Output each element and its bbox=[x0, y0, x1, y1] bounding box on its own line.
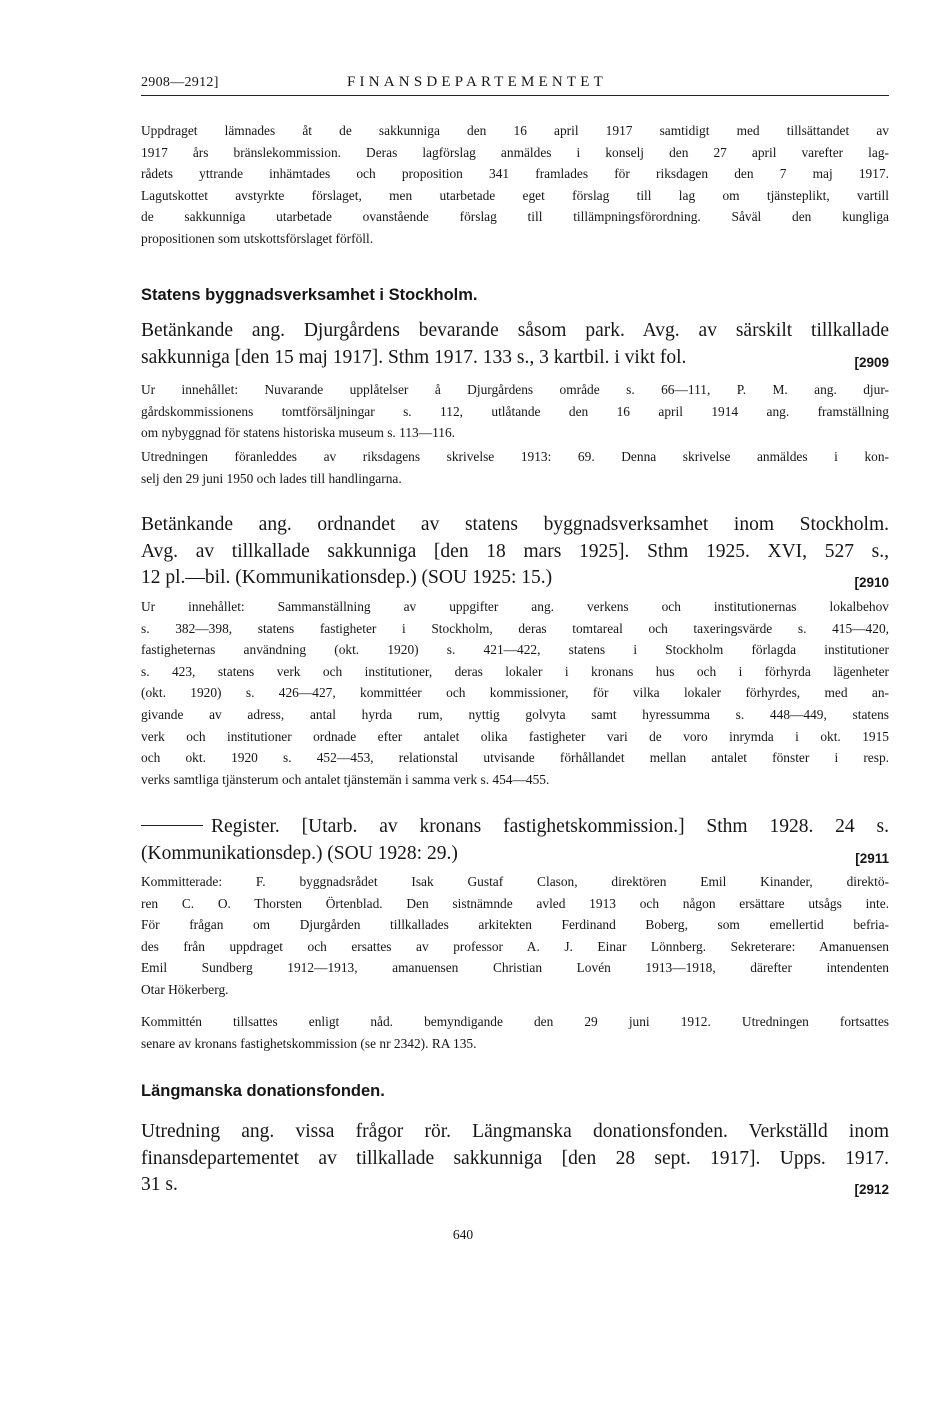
department-title: FINANSDEPARTEMENTET bbox=[347, 74, 608, 90]
entry-2909-note: Utredningen föranleddes av riksdagens skrivelse 1913: 69. Denna skrivelse anmäldes i kon- selj den 29 juni 1950 och lades till handlingarna. bbox=[141, 449, 889, 486]
repeat-dash bbox=[141, 825, 203, 826]
entry-2912-title: Utredning ang. vissa frågor rör. Längmanska donationsfonden. Verkställd inom finansdepartementet av tillkallade sakkunniga [den 28 sept. 1917]. Upps. 1917. 31 s. [2912 bbox=[141, 1119, 889, 1199]
entry-2911-title: Register. [Utarb. av kronans fastighetskommission.] Sthm 1928. 24 s. (Kommunikationsdep.) (SOU 1928: 29.) [2911 bbox=[141, 814, 889, 867]
page-number: 640 bbox=[452, 1227, 474, 1242]
entry-number: [2909 bbox=[854, 354, 889, 370]
entry-number: [2910 bbox=[854, 575, 889, 590]
entry-2911-note: Kommittén tillsattes enligt nåd. bemyndigande den 29 juni 1912. Utredningen fortsattes senare av kronans fastighetskommission (se nr 2342). RA 135. bbox=[141, 1014, 889, 1051]
entry-2911-members: Kommitterade: F. byggnadsrådet Isak Gustaf Clason, direktören Emil Kinander, direktö- ren C. O. Thorsten Örtenblad. Den sistnämnde avled 1913 och någon ersättare utsågs inte. För frågan om Djurgården tillkallades arkitekten Ferdinand Boberg, som emellertid befria- des från uppdraget och ersattes av professor A. J. Einar Lönnberg. Sekreterare: Amanuensen Emil Sundberg 1912—1913, amanuensen Christian Lovén 1913—1918, därefter intendenten Otar Hökerberg. bbox=[141, 874, 889, 997]
entry-range: 2908—2912] bbox=[141, 75, 219, 90]
entry-2909-contents: Ur innehållet: Nuvarande upplåtelser å Djurgårdens område s. 66—111, P. M. ang. djur- gårdskommissionens tomtförsäljningar s. 112, utlåtande den 16 april 1914 ang. framställning om nybyggnad för statens historiska museum s. 113—116. bbox=[141, 382, 889, 441]
section-heading: Statens byggnadsverksamhet i Stockholm. bbox=[141, 286, 478, 304]
entry-number: [2911 bbox=[855, 850, 889, 866]
intro-paragraph: Uppdraget lämnades åt de sakkunniga den 16 april 1917 samtidigt med tillsättandet av 1917 års bränslekommission. Deras lagförslag anmäldes i konselj den 27 april varefter lag- rådets yttrande inhämtades och proposition 341 framlades för riksdagen den 7 maj 1917. Lagutskottet avstyrkte förslaget, men utarbetade eget förslag till lag om tjänsteplikt, vartill de sakkunniga utarbetade ovanstående förslag till tillämpningsförordning. Såväl den kungliga propositionen som utskottsförslaget förföll. bbox=[141, 123, 889, 246]
entry-2910-title: Betänkande ang. ordnandet av statens byggnadsverksamhet inom Stockholm. Avg. av tillkallade sakkunniga [den 18 mars 1925]. Sthm 1925. XVI, 527 s., 12 pl.—bil. (Kommunikationsdep.) (SOU 1925: 15.) [2910 bbox=[141, 512, 889, 592]
entry-2910-contents: Ur innehållet: Sammanställning av uppgifter ang. verkens och institutionernas lokalbehov s. 382—398, statens fastigheter i Stockholm, deras tomtareal och taxeringsvärde s. 415—420, fastigheternas användning (okt. 1920) s. 421—422, statens i Stockholm förlagda institutioner s. 423, statens verk och institutioner, deras lokaler i kronans hus och i förhyrda lägenheter (okt. 1920) s. 426—427, kommittéer och kommissioner, för vilka lokaler förhyrdes, med an- givande av adress, antal hyrda rum, nyttig golvyta samt hyressumma s. 448—449, statens verk och institutioner ordnade efter antalet olika fastigheter vari de voro inrymda i okt. 1915 och okt. 1920 s. 452—453, relationstal utvisande förhållandet mellan antalet fönster i resp. verks samtliga tjänsterum och antalet tjänstemän i samma verk s. 454—455. bbox=[141, 599, 889, 787]
section-heading: Längmanska donationsfonden. bbox=[141, 1082, 385, 1100]
entry-2909-title: Betänkande ang. Djurgårdens bevarande såsom park. Avg. av särskilt tillkallade sakkunniga [den 15 maj 1917]. Sthm 1917. 133 s., 3 kartbil. i vikt fol. [2909 bbox=[141, 318, 889, 371]
running-head bbox=[141, 73, 889, 96]
entry-number: [2912 bbox=[854, 1182, 889, 1197]
